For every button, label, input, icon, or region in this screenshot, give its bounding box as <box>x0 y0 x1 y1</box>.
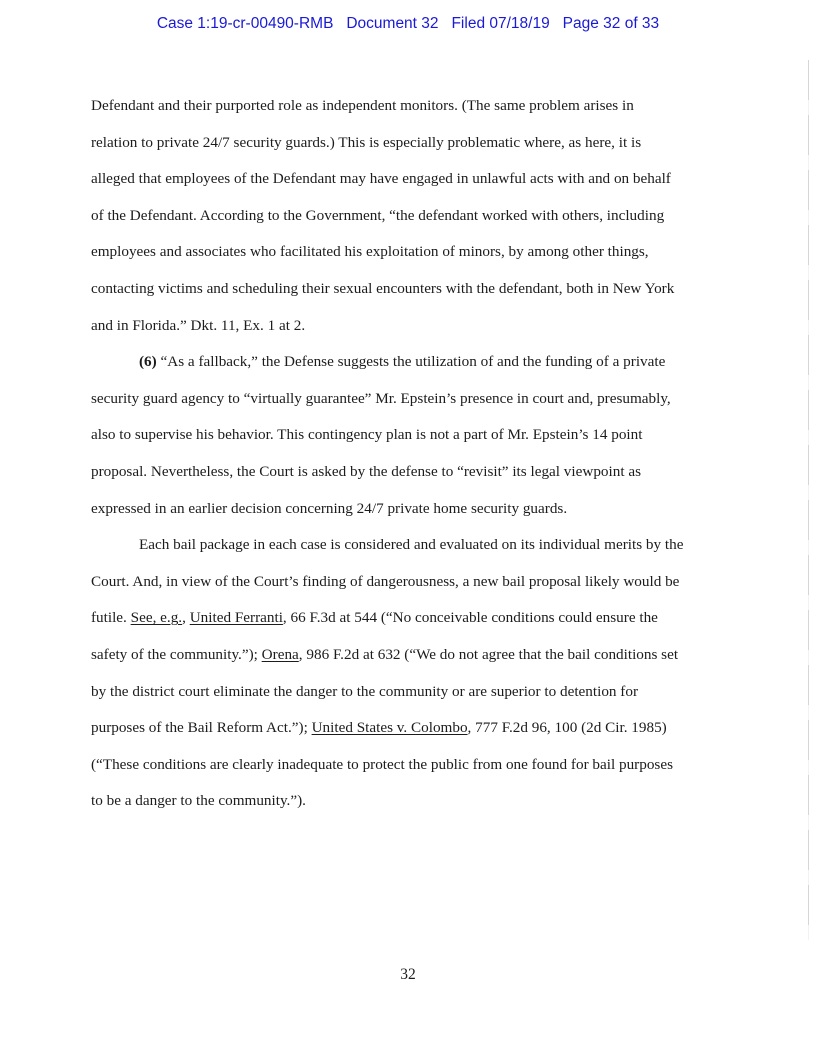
text-line: and in Florida.” Dkt. 11, Ex. 1 at 2. <box>91 316 306 334</box>
text-line: proposal. Nevertheless, the Court is asked by the defense to “revisit” its legal viewpoint as <box>91 462 641 480</box>
document-body <box>91 88 721 820</box>
text-line: also to supervise his behavior. This contingency plan is not a part of Mr. Epstein’s 14 point <box>91 426 643 444</box>
document-number: Document 32 <box>346 15 439 32</box>
text-line <box>91 609 658 626</box>
case-number: Case 1:19-cr-00490-RMB <box>156 15 334 32</box>
case-citation: United Ferranti <box>189 609 283 627</box>
filed-date: Filed 07/18/19 <box>451 15 550 32</box>
text-line: contacting victims and scheduling their sexual encounters with the defendant, both in New York <box>91 279 675 297</box>
text-line: (“These conditions are clearly inadequate to protect the public from one found for bail purposes <box>91 755 673 773</box>
text-line: relation to private 24/7 security guards.) This is especially problematic where, as here, it is <box>91 133 642 151</box>
paragraph-3 <box>91 527 721 820</box>
text-line: Defendant and their purported role as independent monitors. (The same problem arises in <box>91 97 634 114</box>
text-line: security guard agency to “virtually guarantee” Mr. Epstein’s presence in court and, presumably, <box>91 389 671 407</box>
case-header <box>0 15 816 33</box>
citation-signal: See, e.g. <box>130 609 183 627</box>
page-indicator: Page 32 of 33 <box>562 15 660 32</box>
text-segment: purposes of the Bail Reform Act.”); <box>91 719 312 737</box>
text-line <box>139 353 665 370</box>
item-marker: (6) <box>139 353 157 371</box>
scan-edge-divider <box>808 60 809 940</box>
text-segment: , 777 F.2d 96, 100 (2d Cir. 1985) <box>467 719 667 737</box>
paragraph-2 <box>91 344 721 527</box>
text-segment: , 986 F.2d at 632 (“We do not agree that the bail conditions set <box>298 645 679 663</box>
text-line <box>91 719 667 736</box>
page-number: 32 <box>400 966 416 983</box>
text-line: expressed in an earlier decision concerning 24/7 private home security guards. <box>91 499 568 517</box>
text-line: Court. And, in view of the Court’s finding of dangerousness, a new bail proposal likely would be <box>91 572 680 590</box>
text-segment: , <box>182 609 190 627</box>
text-line: alleged that employees of the Defendant may have engaged in unlawful acts with and on behalf <box>91 170 671 188</box>
text-segment: , 66 F.3d at 544 (“No conceivable conditions could ensure the <box>282 609 658 627</box>
text-segment: “As a fallback,” the Defense suggests the utilization of and the funding of a private <box>156 353 666 371</box>
text-line: to be a danger to the community.”). <box>91 792 306 810</box>
case-citation: United States v. Colombo <box>311 719 468 737</box>
text-line: Each bail package in each case is considered and evaluated on its individual merits by the <box>139 536 684 554</box>
text-segment: futile. <box>91 609 131 627</box>
text-line <box>91 646 678 663</box>
paragraph-1 <box>91 88 721 344</box>
text-line: by the district court eliminate the danger to the community or are superior to detention for <box>91 682 639 700</box>
text-line: of the Defendant. According to the Government, “the defendant worked with others, including <box>91 206 665 224</box>
case-citation: Orena <box>261 645 299 663</box>
text-line: employees and associates who facilitated his exploitation of minors, by among other things, <box>91 243 649 261</box>
text-segment: safety of the community.”); <box>91 645 262 663</box>
